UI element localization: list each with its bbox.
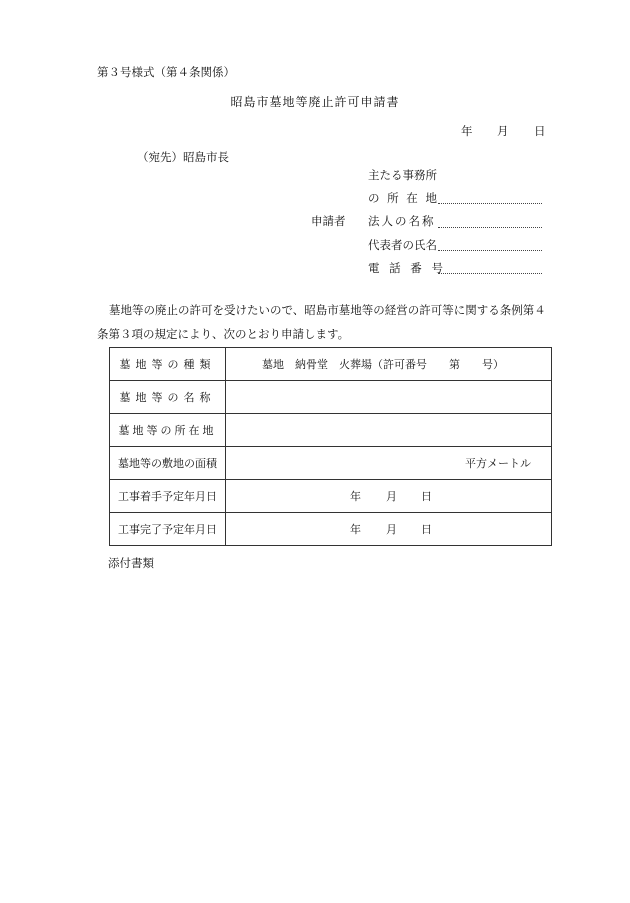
statement-line-1: 墓地等の廃止の許可を受けたいので、昭島市墓地等の経営の許可等に関する条例第４ bbox=[109, 303, 546, 317]
end-date-cell[interactable] bbox=[226, 513, 552, 546]
corp-name-label: 法人の名称 bbox=[368, 214, 436, 228]
addressee: （宛先）昭島市長 bbox=[137, 150, 229, 164]
office-label-line1: 主たる事務所 bbox=[368, 168, 437, 182]
end-day-label: 日 bbox=[421, 523, 432, 536]
name-value-cell[interactable] bbox=[226, 381, 552, 414]
type-label: 墓地等の種類 bbox=[110, 348, 226, 381]
area-label: 墓地等の敷地の面積 bbox=[110, 447, 226, 480]
location-value-cell[interactable] bbox=[226, 414, 552, 447]
document-title: 昭島市墓地等廃止許可申請書 bbox=[230, 95, 400, 109]
statement-line-2: 条第３項の規定により、次のとおり申請します。 bbox=[97, 327, 350, 341]
area-unit: 平方メートル bbox=[465, 457, 531, 470]
start-date-cell[interactable] bbox=[226, 480, 552, 513]
table-row bbox=[110, 381, 552, 414]
date-month-label: 月 bbox=[497, 124, 509, 138]
date-day-label: 日 bbox=[534, 124, 546, 138]
table-row bbox=[110, 513, 552, 546]
location-label: 墓地等の所在地 bbox=[110, 414, 226, 447]
name-label: 墓地等の名称 bbox=[110, 381, 226, 414]
office-label-line2: の 所 在 地 bbox=[368, 191, 439, 205]
office-address-line[interactable] bbox=[438, 203, 542, 204]
type-value-cell[interactable] bbox=[226, 348, 552, 381]
start-month-label: 月 bbox=[386, 490, 397, 503]
area-value-cell[interactable] bbox=[226, 447, 552, 480]
end-month-label: 月 bbox=[386, 523, 397, 536]
table-row bbox=[110, 447, 552, 480]
start-day-label: 日 bbox=[421, 490, 432, 503]
phone-line[interactable] bbox=[438, 273, 542, 274]
form-number: 第３号様式（第４条関係） bbox=[97, 65, 235, 79]
table-row bbox=[110, 348, 552, 381]
attachments-label: 添付書類 bbox=[108, 556, 154, 570]
request-statement bbox=[97, 298, 567, 346]
table-row bbox=[110, 480, 552, 513]
rep-name-label: 代表者の氏名 bbox=[368, 238, 437, 252]
applicant-label: 申請者 bbox=[311, 214, 346, 228]
start-date-label: 工事着手予定年月日 bbox=[110, 480, 226, 513]
start-year-label: 年 bbox=[350, 490, 361, 503]
application-table bbox=[109, 347, 552, 546]
date-year-label: 年 bbox=[461, 124, 473, 138]
phone-label: 電 話 番 号 bbox=[368, 261, 446, 275]
rep-name-line[interactable] bbox=[438, 250, 542, 251]
corp-name-line[interactable] bbox=[438, 227, 542, 228]
end-date-label: 工事完了予定年月日 bbox=[110, 513, 226, 546]
end-year-label: 年 bbox=[350, 523, 361, 536]
table-row bbox=[110, 414, 552, 447]
type-value: 墓地 納骨堂 火葬場（許可番号 第 号） bbox=[262, 358, 504, 371]
